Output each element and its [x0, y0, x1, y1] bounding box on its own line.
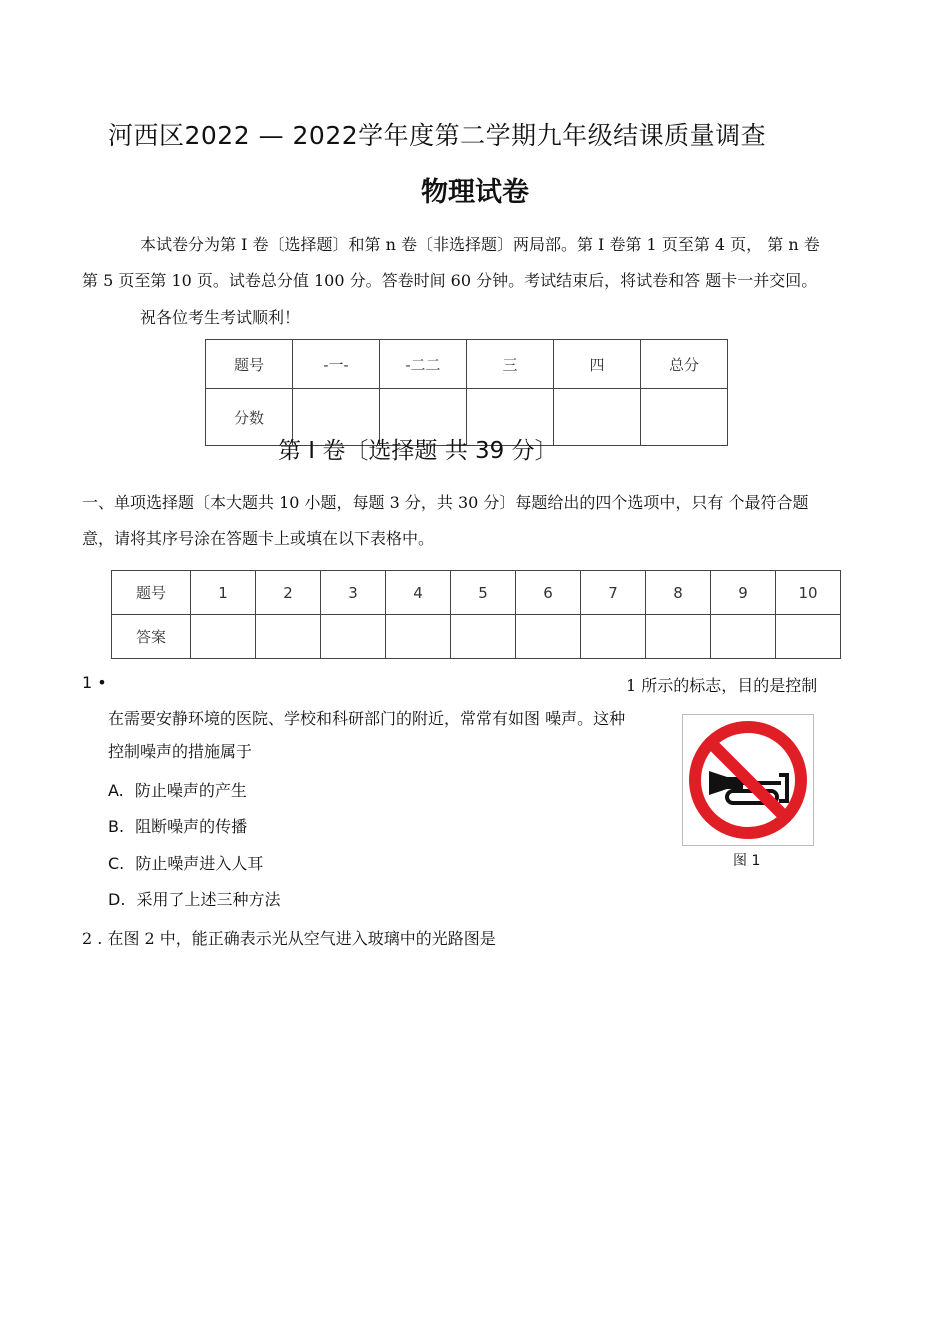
question-number-cell: 1 [191, 571, 256, 615]
score-header-cell: 总分 [641, 340, 728, 389]
option-letter: B. [108, 817, 125, 836]
question-number-cell: 10 [776, 571, 841, 615]
option-letter: A. [108, 781, 124, 800]
question-number-cell: 9 [711, 571, 776, 615]
intro-line-3: 祝各位考生考试顺利！ [140, 308, 301, 327]
section-1-heading: 第 I 卷〔选择题 共 39 分〕 [278, 438, 558, 464]
answer-cell[interactable] [451, 615, 516, 659]
answer-table-header-row [112, 571, 841, 615]
score-header-cell: 三 [467, 340, 554, 389]
question-1-text-part-2: 在需要安静环境的医院、学校和科研部门的附近，常常有如图 噪声。这种 [108, 709, 626, 728]
answer-cell[interactable] [776, 615, 841, 659]
score-header-cell: 题号 [206, 340, 293, 389]
answer-table [111, 570, 841, 659]
instructions-line-2: 意，请将其序号涂在答题卡上或填在以下表格中。 [82, 529, 435, 548]
question-number-cell: 4 [386, 571, 451, 615]
exam-title: 河西区2022 — 2022学年度第二学期九年级结课质量调查 [108, 121, 767, 150]
question-1-text-part-3: 控制噪声的措施属于 [108, 742, 253, 761]
option-a[interactable] [108, 778, 247, 801]
answer-cell[interactable] [581, 615, 646, 659]
answer-cell[interactable] [386, 615, 451, 659]
instructions-line-1: 一、单项选择题〔本大题共 10 小题，每题 3 分，共 30 分〕每题给出的四个选项中，只有 个最符合题 [82, 493, 809, 512]
answer-row-label: 答案 [112, 615, 191, 659]
answer-header-label: 题号 [112, 571, 191, 615]
score-table [205, 339, 728, 446]
option-text: 采用了上述三种方法 [136, 890, 281, 909]
figure-1 [682, 714, 814, 846]
option-d[interactable] [108, 887, 281, 910]
intro-line-2: 第 5 页至第 10 页。试卷总分值 100 分。答卷时间 60 分钟。考试结束后，将试卷和答 题卡一并交回。 [82, 271, 818, 290]
score-header-cell: -二二 [380, 340, 467, 389]
question-number-cell: 8 [646, 571, 711, 615]
option-text: 防止噪声的产生 [134, 781, 247, 800]
intro-line-1: 本试卷分为第 I 卷〔选择题〕和第 n 卷〔非选择题〕两局部。第 I 卷第 1 页至第 4 页， 第 n 卷 [140, 235, 820, 254]
answer-cell[interactable] [646, 615, 711, 659]
option-letter: C. [108, 854, 125, 873]
question-2-text: 2 . 在图 2 中，能正确表示光从空气进入玻璃中的光路图是 [82, 929, 496, 948]
option-letter: D. [108, 890, 126, 909]
score-table-header-row [206, 340, 728, 389]
score-header-cell: 四 [554, 340, 641, 389]
question-1-text-part-1: 1 所示的标志，目的是控制 [626, 676, 818, 695]
answer-cell[interactable] [191, 615, 256, 659]
answer-cell[interactable] [321, 615, 386, 659]
question-number-cell: 3 [321, 571, 386, 615]
answer-cell[interactable] [516, 615, 581, 659]
option-text: 防止噪声进入人耳 [135, 854, 264, 873]
question-number-cell: 5 [451, 571, 516, 615]
answer-cell[interactable] [256, 615, 321, 659]
score-cell[interactable] [554, 389, 641, 446]
question-number-cell: 2 [256, 571, 321, 615]
score-row-label: 分数 [206, 389, 293, 446]
no-honking-sign-icon [683, 715, 813, 845]
option-text: 阻断噪声的传播 [135, 817, 248, 836]
question-number-cell: 7 [581, 571, 646, 615]
exam-subject-title: 物理试卷 [421, 177, 529, 208]
answer-table-answer-row [112, 615, 841, 659]
score-cell[interactable] [641, 389, 728, 446]
option-b[interactable] [108, 814, 247, 837]
score-header-cell: -一- [293, 340, 380, 389]
option-c[interactable] [108, 851, 263, 874]
question-number-cell: 6 [516, 571, 581, 615]
answer-cell[interactable] [711, 615, 776, 659]
question-1-number: 1 • [82, 673, 107, 692]
figure-1-caption: 图 1 [733, 853, 761, 869]
